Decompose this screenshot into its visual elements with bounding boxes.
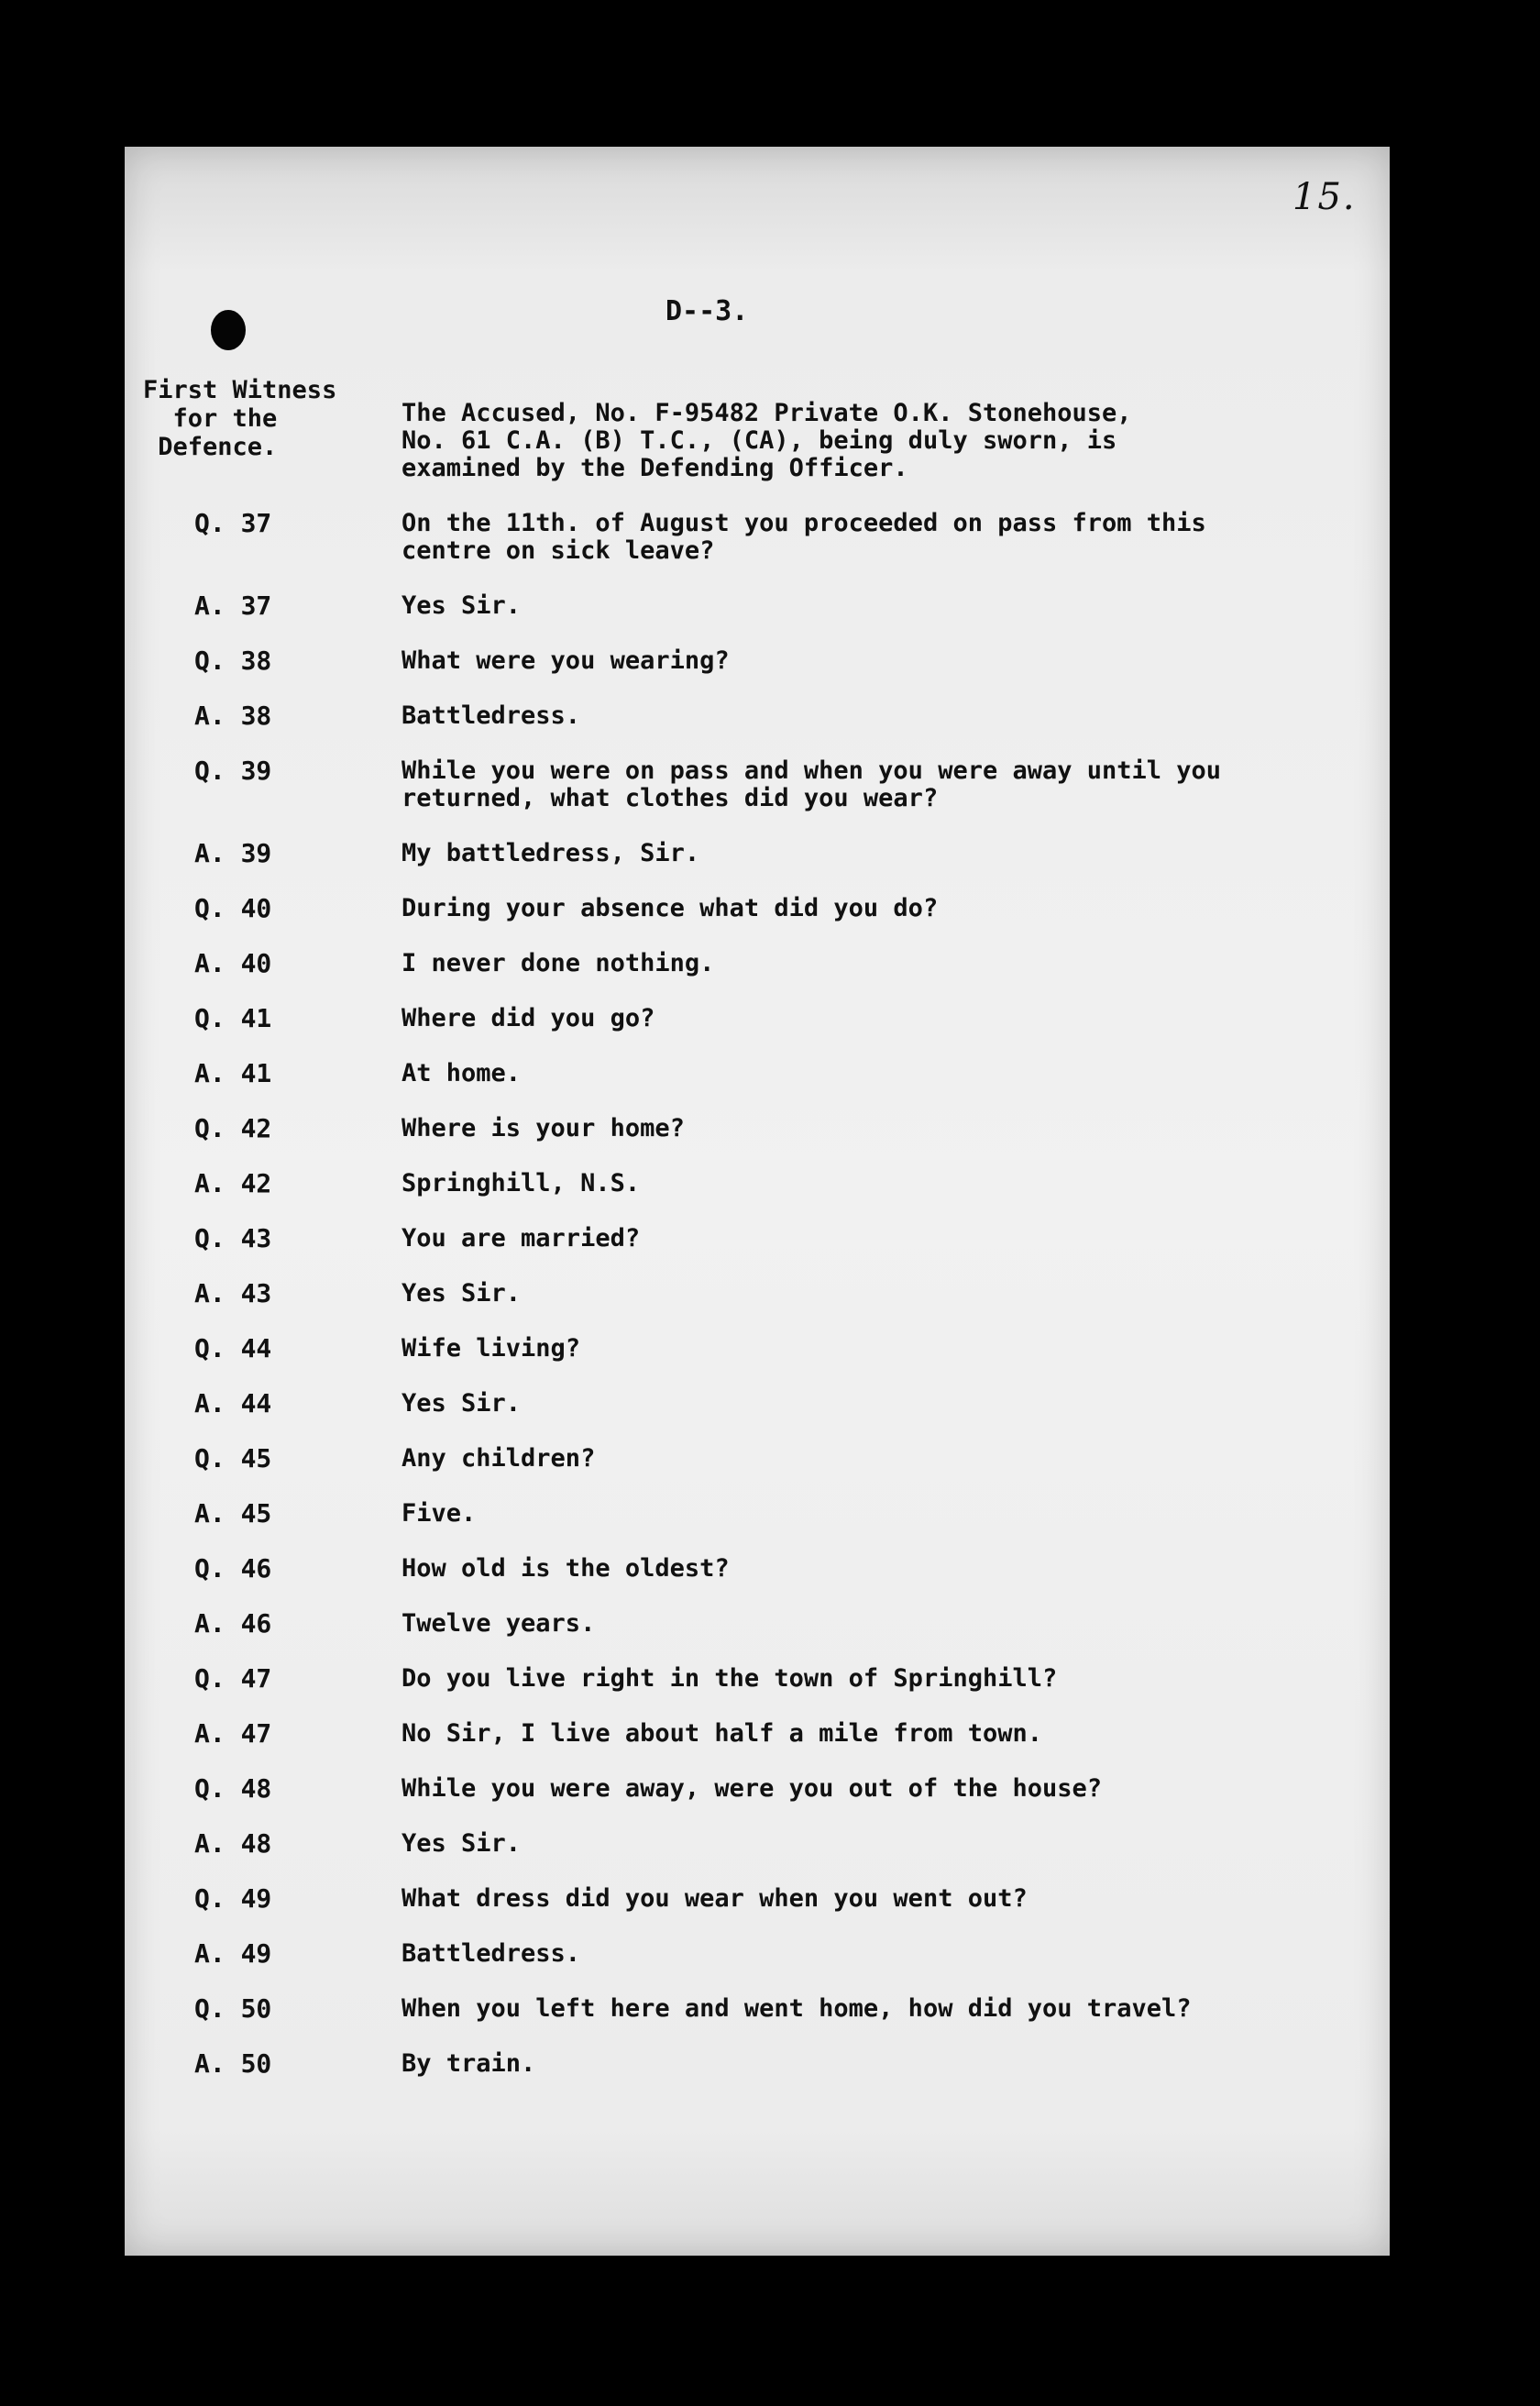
qa-text: On the 11th. of August you proceeded on pass from this centre on sick leave? [402,509,1206,565]
qa-text: While you were on pass and when you were away until you returned, what clothes did you wear? [402,756,1222,812]
qa-row [183,647,1338,702]
qa-text: Springhill, N.S. [402,1169,641,1197]
qa-label: Q. 37 [194,508,272,538]
qa-row [183,757,1338,840]
qa-text: When you left here and went home, how did you travel? [402,1994,1192,2023]
qa-label: A. 38 [194,701,272,731]
qa-label: Q. 45 [194,1443,272,1473]
qa-row [183,840,1338,895]
qa-label: Q. 44 [194,1333,272,1363]
qa-label: Q. 38 [194,646,272,676]
qa-row [183,1225,1338,1280]
qa-label: Q. 43 [194,1223,272,1253]
qa-row [183,1115,1338,1170]
qa-text: What were you wearing? [402,646,730,675]
qa-label: A. 42 [194,1168,272,1198]
qa-text: Any children? [402,1444,596,1473]
document-id: D--3. [666,295,749,327]
qa-row [183,1390,1338,1445]
qa-row [183,1555,1338,1610]
qa-row [183,1940,1338,1995]
qa-label: A. 49 [194,1938,272,1969]
qa-label: Q. 46 [194,1553,272,1584]
witness-intro: The Accused, No. F-95482 Private O.K. Stonehouse, No. 61 C.A. (B) T.C., (CA), being duly sworn, is examined by the Defending Officer. [402,399,1132,482]
qa-label: A. 47 [194,1718,272,1749]
qa-label: Q. 49 [194,1883,272,1914]
qa-text: While you were away, were you out of the house? [402,1774,1103,1803]
qa-list [183,510,1338,2105]
qa-row [183,1170,1338,1225]
qa-label: Q. 47 [194,1663,272,1694]
qa-row [183,1995,1338,2050]
qa-text: Where did you go? [402,1004,655,1032]
qa-label: Q. 39 [194,756,272,786]
qa-text: Where is your home? [402,1114,685,1142]
qa-row [183,1280,1338,1335]
qa-text: At home. [402,1059,522,1087]
qa-text: Wife living? [402,1334,581,1363]
qa-label: Q. 48 [194,1773,272,1804]
qa-row [183,2050,1338,2105]
witness-side-label: First Witness for the Defence. [143,376,337,461]
qa-row [183,1720,1338,1775]
qa-text: What dress did you wear when you went out? [402,1884,1028,1913]
qa-label: A. 45 [194,1498,272,1529]
qa-row [183,1335,1338,1390]
qa-text: My battledress, Sir. [402,839,700,867]
qa-label: Q. 40 [194,893,272,923]
qa-text: You are married? [402,1224,641,1253]
qa-text: No Sir, I live about half a mile from town. [402,1719,1042,1748]
qa-label: Q. 42 [194,1113,272,1143]
punch-hole [211,310,246,350]
qa-row [183,592,1338,647]
qa-text: How old is the oldest? [402,1554,730,1583]
qa-label: A. 39 [194,838,272,868]
page-number: 15. [1292,176,1357,218]
qa-row [183,1500,1338,1555]
qa-row [183,1060,1338,1115]
qa-label: A. 40 [194,948,272,978]
qa-label: Q. 50 [194,1993,272,2024]
qa-row [183,1775,1338,1830]
qa-label: A. 46 [194,1608,272,1639]
qa-row [183,950,1338,1005]
qa-text: By train. [402,2049,536,2078]
qa-text: Battledress. [402,1939,581,1968]
qa-text: Yes Sir. [402,1829,522,1858]
qa-label: A. 43 [194,1278,272,1308]
qa-row [183,895,1338,950]
qa-text: Yes Sir. [402,1279,522,1308]
qa-label: Q. 41 [194,1003,272,1033]
qa-text: Do you live right in the town of Springhill? [402,1664,1058,1693]
qa-label: A. 44 [194,1388,272,1418]
qa-label: A. 41 [194,1058,272,1088]
qa-text: Twelve years. [402,1609,596,1638]
qa-row [183,1005,1338,1060]
qa-label: A. 50 [194,2048,272,2079]
qa-row [183,1610,1338,1665]
qa-label: A. 37 [194,590,272,621]
qa-text: Yes Sir. [402,1389,522,1418]
qa-label: A. 48 [194,1828,272,1859]
qa-row [183,1665,1338,1720]
qa-text: Yes Sir. [402,591,522,620]
qa-row [183,1445,1338,1500]
qa-row [183,1830,1338,1885]
qa-text: Five. [402,1499,477,1528]
qa-text: I never done nothing. [402,949,715,977]
qa-row [183,1885,1338,1940]
qa-row [183,702,1338,757]
qa-text: Battledress. [402,701,581,730]
qa-text: During your absence what did you do? [402,894,939,922]
qa-row [183,510,1338,592]
